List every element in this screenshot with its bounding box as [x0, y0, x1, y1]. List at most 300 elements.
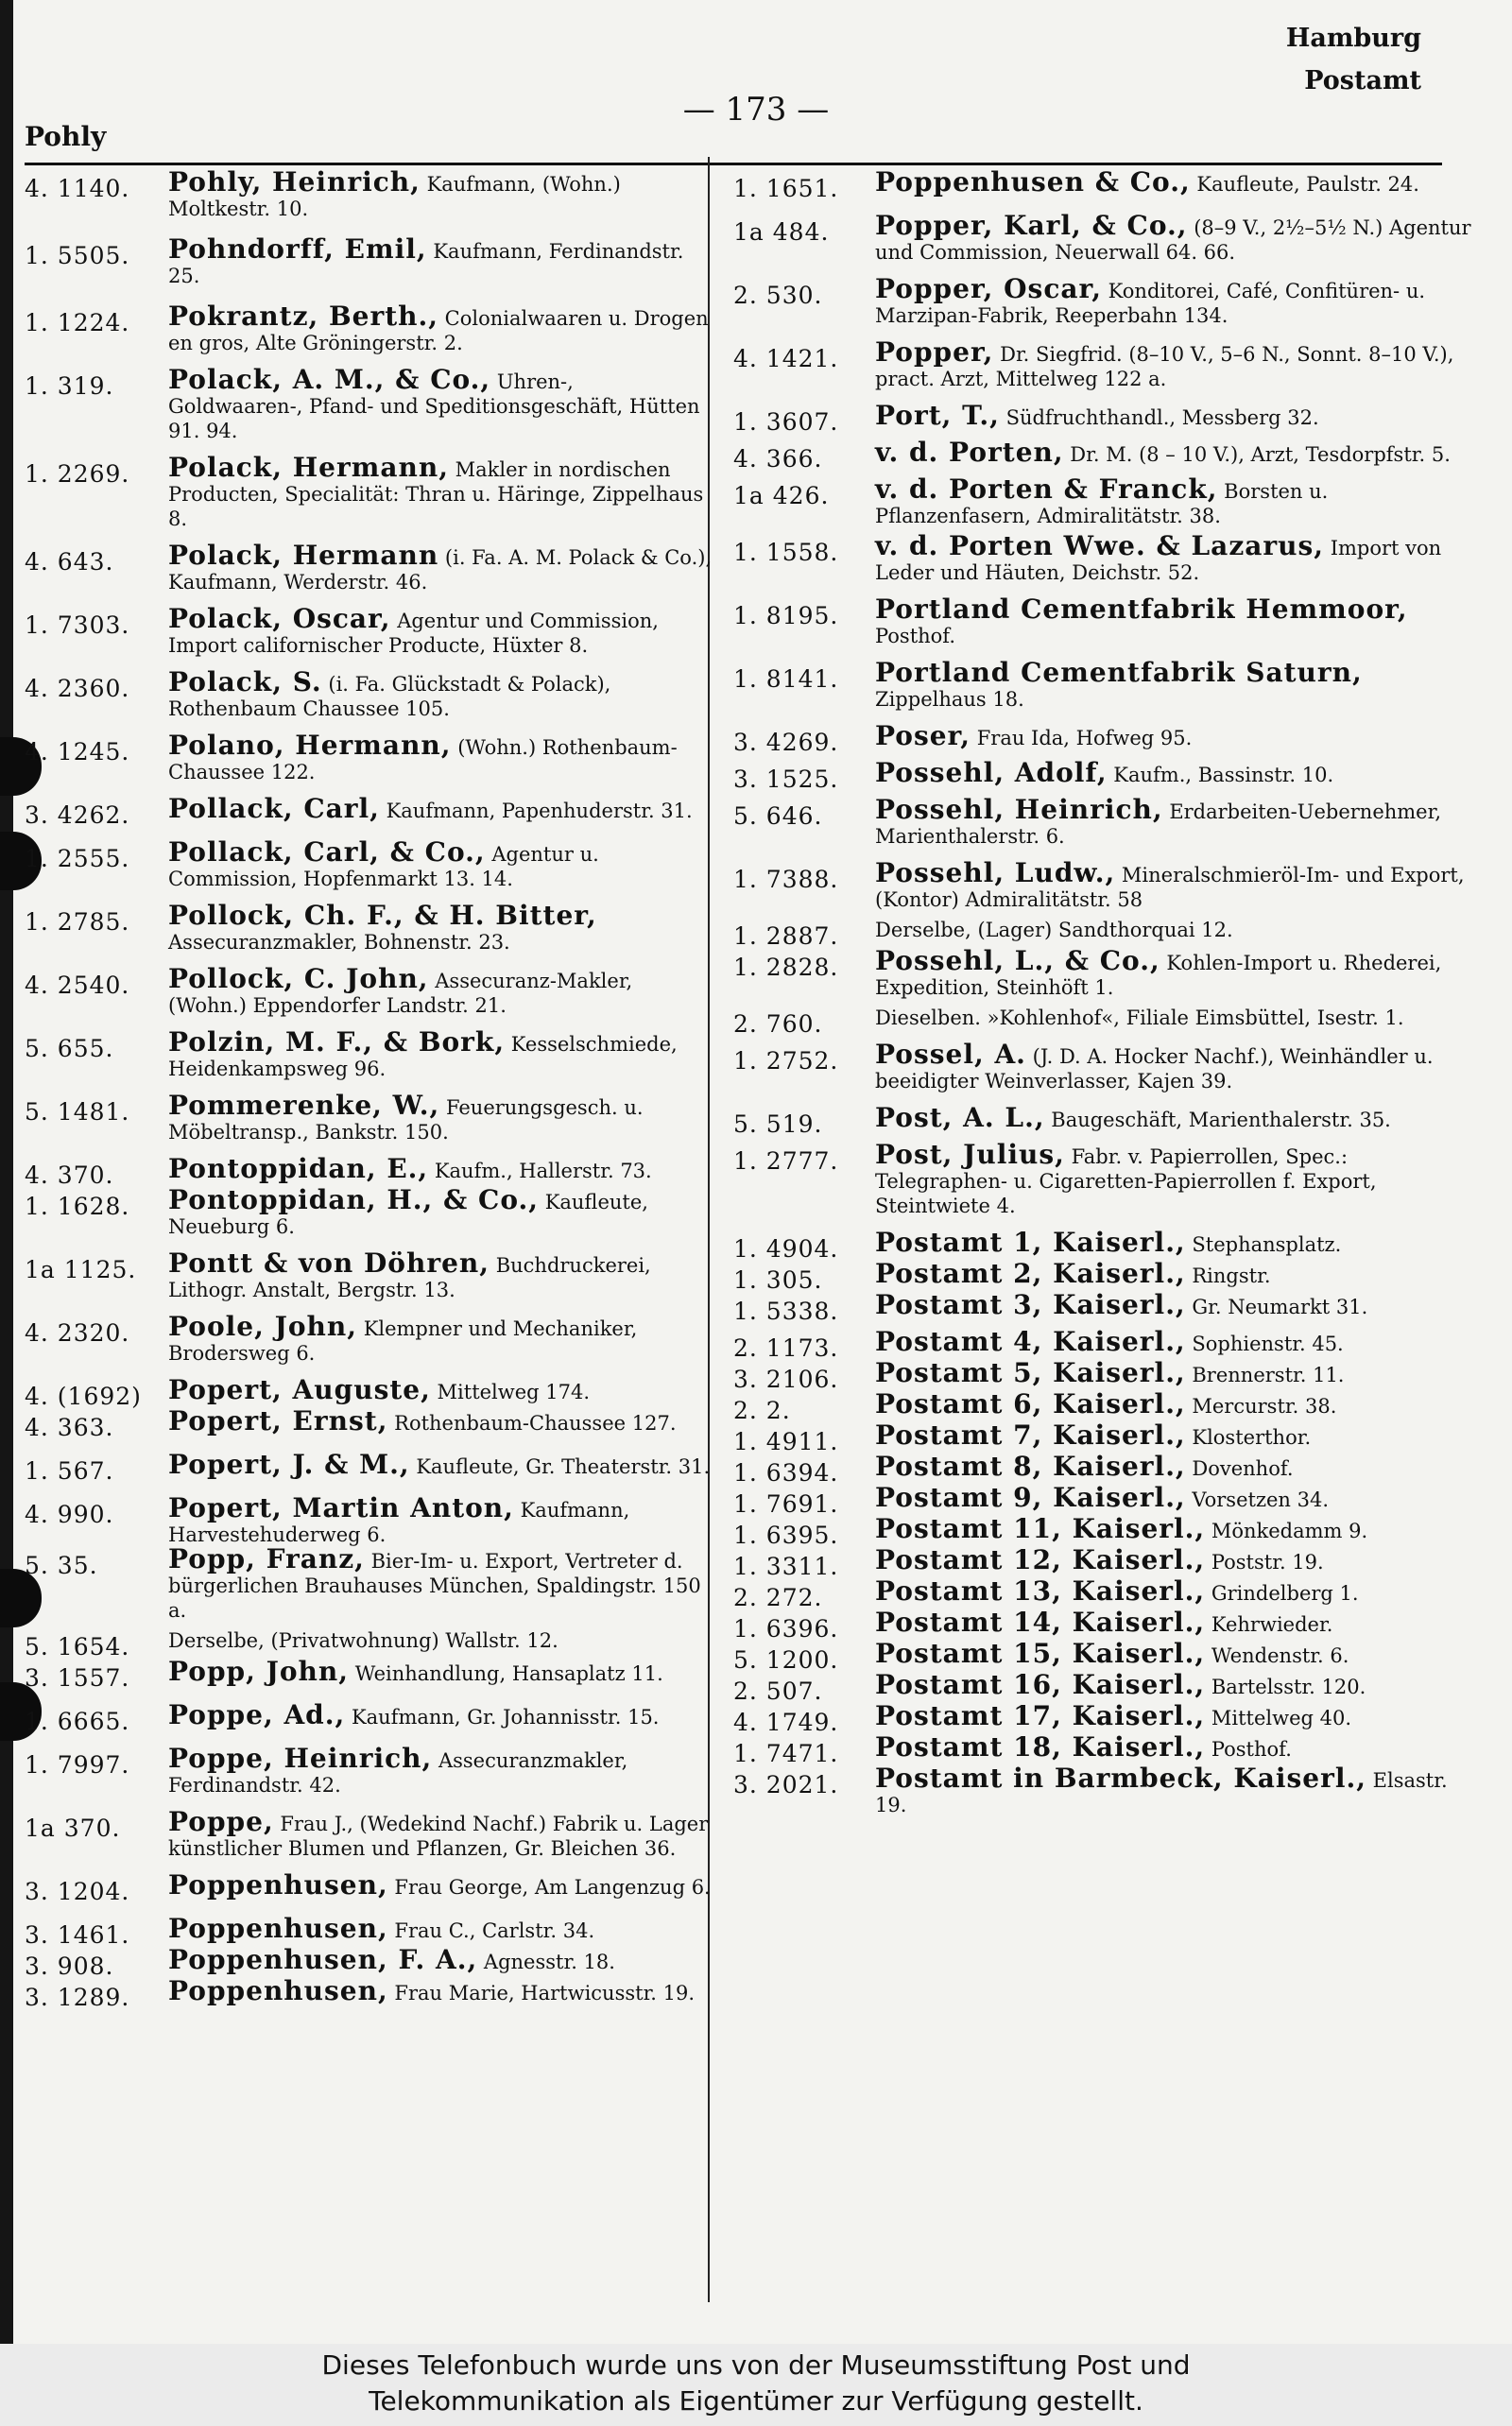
- subscriber-name: Postamt 11, Kaiserl.,: [875, 1513, 1206, 1544]
- entry-details: [168, 1311, 713, 1366]
- entry-details: [875, 720, 1474, 751]
- entry-details: [168, 1628, 713, 1653]
- entry-details: [875, 1006, 1474, 1030]
- footer-line: Dieses Telefonbuch wurde uns von der Museumsstiftung Post und: [321, 2349, 1191, 2381]
- entry-details: [168, 452, 713, 531]
- directory-entry: [25, 1090, 713, 1144]
- directory-entry: [25, 1699, 713, 1735]
- subscriber-name: Postamt 18, Kaiserl.,: [875, 1731, 1206, 1763]
- subscriber-name: Poser,: [875, 720, 971, 751]
- entry-details: [875, 1326, 1474, 1357]
- subscriber-name: Postamt 3, Kaiserl.,: [875, 1289, 1186, 1320]
- entry-description: Kohlen-Import u. Rhederei, Expedition, Steinhöft 1.: [875, 952, 1442, 999]
- subscriber-name: Postamt 13, Kaiserl.,: [875, 1575, 1206, 1607]
- subscriber-name: Portland Cementfabrik Saturn,: [875, 657, 1363, 688]
- entry-description: Südfruchthandl., Messberg 32.: [1005, 406, 1319, 429]
- right-column: [733, 166, 1474, 1817]
- subscriber-name: Postamt 17, Kaiserl.,: [875, 1700, 1206, 1731]
- entry-description: Assecuranzmakler, Bohnenstr. 23.: [168, 931, 510, 954]
- subscriber-name: Pommerenke, W.,: [168, 1090, 440, 1121]
- entry-details: [168, 1869, 713, 1901]
- entry-details: [875, 210, 1474, 265]
- phone-number: 4. 1421.: [733, 345, 839, 372]
- phone-number: 4. 363.: [25, 1414, 114, 1441]
- entry-description: Kaufleute, Gr. Theaterstr. 31.: [416, 1455, 711, 1478]
- entry-description: Borsten u. Pflanzenfasern, Admiralitätstr. 38.: [875, 480, 1329, 527]
- entry-details: [168, 1449, 713, 1480]
- subscriber-name: Popert, J. & M.,: [168, 1449, 410, 1480]
- phone-number: 3. 1204.: [25, 1878, 130, 1905]
- phone-number: 1. 7471.: [733, 1740, 839, 1767]
- entry-details: [168, 730, 713, 784]
- entry-description: Klosterthor.: [1192, 1426, 1312, 1449]
- subscriber-name: Portland Cementfabrik Hemmoor,: [875, 594, 1408, 625]
- phone-number: 1. 4911.: [733, 1428, 839, 1455]
- subscriber-name: Popper,: [875, 336, 994, 368]
- entry-details: [168, 793, 713, 824]
- entry-description: Dr. M. (8 – 10 V.), Arzt, Tesdorpfstr. 5.: [1070, 443, 1451, 466]
- header-rule: [25, 163, 1442, 165]
- entry-description: Derselbe, (Lager) Sandthorquai 12.: [875, 919, 1233, 941]
- phone-number: 1. 5505.: [25, 242, 130, 269]
- entry-details: [168, 900, 713, 955]
- left-column: [25, 166, 713, 2011]
- entry-description: Dieselben. »Kohlenhof«, Filiale Eimsbüttel, Isestr. 1.: [875, 1007, 1404, 1029]
- subscriber-name: Popper, Oscar,: [875, 273, 1102, 304]
- directory-entry: [25, 1492, 713, 1547]
- phone-number: 1. 6396.: [733, 1615, 839, 1643]
- entry-details: [168, 1153, 713, 1184]
- entry-description: Colonialwaaren u. Drogen en gros, Alte Gröningerstr. 2.: [168, 307, 709, 354]
- entry-description: Kaufleute, Neueburg 6.: [168, 1191, 648, 1238]
- entry-details: [875, 1575, 1474, 1607]
- entry-details: [168, 836, 713, 891]
- phone-number: 1. 7388.: [733, 866, 839, 893]
- phone-number: 2. 272.: [733, 1584, 823, 1611]
- phone-number: 1. 6395.: [733, 1522, 839, 1549]
- subscriber-name: Poppenhusen,: [168, 1869, 388, 1901]
- entry-details: [875, 1388, 1474, 1419]
- directory-entry: [733, 1102, 1474, 1138]
- directory-entry: [25, 1405, 713, 1441]
- header-city: Hamburg: [1285, 24, 1421, 53]
- directory-entry: [733, 1006, 1474, 1037]
- subscriber-name: Poppe, Heinrich,: [168, 1743, 433, 1774]
- entry-details: [875, 1700, 1474, 1731]
- entry-details: [875, 336, 1474, 391]
- phone-number: 1. 2828.: [733, 954, 839, 981]
- phone-number: 1. 3311.: [733, 1553, 839, 1580]
- entry-details: [168, 666, 713, 721]
- subscriber-name: Popert, Auguste,: [168, 1374, 431, 1405]
- entry-details: [875, 437, 1474, 468]
- subscriber-name: Postamt in Barmbeck, Kaiserl.,: [875, 1763, 1366, 1794]
- directory-entry: [733, 400, 1474, 436]
- phone-number: 5. 655.: [25, 1035, 114, 1062]
- entry-description: Frau C., Carlstr. 34.: [394, 1919, 595, 1942]
- entry-details: [875, 1419, 1474, 1451]
- phone-number: 3. 1525.: [733, 766, 839, 793]
- subscriber-name: Poppenhusen,: [168, 1913, 388, 1944]
- directory-entry: [733, 473, 1474, 528]
- entry-description: Mercurstr. 38.: [1192, 1395, 1337, 1418]
- entry-description: Bartelsstr. 120.: [1211, 1676, 1366, 1698]
- phone-number: 1. 5338.: [733, 1298, 839, 1325]
- directory-entry: [25, 1026, 713, 1081]
- phone-number: 1a 484.: [733, 218, 830, 246]
- subscriber-name: Pohndorff, Emil,: [168, 233, 427, 265]
- subscriber-name: Polack, S.: [168, 666, 322, 697]
- subscriber-name: Pollack, Carl,: [168, 793, 380, 824]
- phone-number: 1. 7303.: [25, 611, 130, 639]
- entry-description: Elsastr. 19.: [875, 1769, 1448, 1816]
- subscriber-name: Polzin, M. F., & Bork,: [168, 1026, 506, 1058]
- phone-number: 1. 6665.: [25, 1708, 130, 1735]
- entry-description: Kaufmann, (Wohn.) Moltkestr. 10.: [168, 173, 621, 220]
- directory-entry: [25, 603, 713, 658]
- directory-entry: [25, 1656, 713, 1692]
- entry-description: Kaufmann, Gr. Johannisstr. 15.: [351, 1706, 660, 1729]
- phone-number: 1. 2555.: [25, 845, 130, 872]
- entry-description: Fabr. v. Papierrollen, Spec.: Telegraphen- u. Cigaretten-Papierrollen f. Export, Steintwiete 4.: [875, 1145, 1377, 1217]
- subscriber-name: Postamt 15, Kaiserl.,: [875, 1638, 1206, 1669]
- entry-description: Assecuranz-Makler, (Wohn.) Eppendorfer Landstr. 21.: [168, 970, 633, 1017]
- phone-number: 1. 2785.: [25, 908, 130, 936]
- directory-entry: [25, 301, 713, 355]
- directory-entry: [25, 963, 713, 1018]
- entry-details: [875, 1544, 1474, 1575]
- entry-description: Mittelweg 174.: [437, 1381, 591, 1403]
- phone-number: 1a 1125.: [25, 1256, 137, 1283]
- phone-number: 3. 4262.: [25, 801, 130, 829]
- entry-details: [168, 1743, 713, 1798]
- subscriber-name: Pontoppidan, E.,: [168, 1153, 429, 1184]
- directory-entry: [25, 1247, 713, 1302]
- entry-description: (i. Fa. A. M. Polack & Co.), Kaufmann, Werderstr. 46.: [168, 546, 713, 594]
- directory-entry: [733, 273, 1474, 328]
- subscriber-name: Possehl, Ludw.,: [875, 857, 1116, 888]
- subscriber-name: Pollock, Ch. F., & H. Bitter,: [168, 900, 597, 931]
- entry-description: Rothenbaum-Chaussee 127.: [394, 1412, 677, 1435]
- subscriber-name: Polack, Oscar,: [168, 603, 391, 634]
- phone-number: 5. 519.: [733, 1110, 823, 1138]
- phone-number: 1. 1224.: [25, 309, 130, 336]
- entry-details: [168, 1656, 713, 1687]
- entry-description: Ringstr.: [1192, 1265, 1271, 1287]
- binding-edge: [0, 0, 13, 2344]
- entry-details: [168, 603, 713, 658]
- entry-details: [875, 1102, 1474, 1133]
- phone-number: 4. 370.: [25, 1161, 114, 1189]
- directory-entry: [25, 1975, 713, 2011]
- entry-description: Mönkedamm 9.: [1211, 1520, 1368, 1542]
- phone-number: 1. 2752.: [733, 1047, 839, 1075]
- entry-details: [875, 945, 1474, 1000]
- directory-entry: [25, 1184, 713, 1239]
- phone-number: 4. 2320.: [25, 1319, 130, 1347]
- entry-details: [168, 1374, 713, 1405]
- entry-description: Brennerstr. 11.: [1192, 1364, 1345, 1386]
- directory-entry: [733, 1139, 1474, 1218]
- subscriber-name: Poole, John,: [168, 1311, 357, 1342]
- subscriber-name: Postamt 7, Kaiserl.,: [875, 1419, 1186, 1451]
- entry-details: [168, 301, 713, 355]
- entry-description: Dr. Siegfrid. (8–10 V., 5–6 N., Sonnt. 8–10 V.), pract. Arzt, Mittelweg 122 a.: [875, 343, 1454, 390]
- directory-entry: [25, 1311, 713, 1366]
- phone-number: 4. (1692): [25, 1383, 142, 1410]
- entry-description: Klempner und Mechaniker, Brodersweg 6.: [168, 1317, 638, 1365]
- subscriber-name: Postamt 9, Kaiserl.,: [875, 1482, 1186, 1513]
- directory-entry: [25, 793, 713, 829]
- directory-entry: [733, 1289, 1474, 1325]
- entry-details: [168, 963, 713, 1018]
- entry-description: Sophienstr. 45.: [1192, 1333, 1344, 1355]
- footer-line: Telekommunikation als Eigentümer zur Verfügung gestellt.: [369, 2385, 1143, 2417]
- directory-entry: [25, 730, 713, 784]
- directory-entry: [733, 437, 1474, 473]
- entry-description: Frau J., (Wedekind Nachf.) Fabrik u. Lager künstlicher Blumen und Pflanzen, Gr. Bleichen 36.: [168, 1813, 709, 1860]
- subscriber-name: Polack, Hermann: [168, 540, 439, 571]
- phone-number: 5. 1200.: [733, 1646, 839, 1674]
- subscriber-name: Possehl, Adolf,: [875, 757, 1108, 788]
- entry-details: [168, 540, 713, 594]
- phone-number: 2. 2.: [733, 1397, 791, 1424]
- entry-details: [168, 1026, 713, 1081]
- subscriber-name: Pohly, Heinrich,: [168, 166, 421, 198]
- entry-description: Kaufmann, Ferdinandstr. 25.: [168, 240, 684, 287]
- entry-description: Kehrwieder.: [1211, 1613, 1333, 1636]
- entry-description: (i. Fa. Glückstadt & Polack), Rothenbaum Chaussee 105.: [168, 673, 611, 720]
- directory-entry: [733, 857, 1474, 912]
- directory-entry: [733, 530, 1474, 585]
- phone-number: 1. 2777.: [733, 1147, 839, 1175]
- entry-details: [875, 1357, 1474, 1388]
- phone-number: 1. 567.: [25, 1457, 114, 1485]
- directory-entry: [25, 1628, 713, 1660]
- directory-entry: [25, 452, 713, 531]
- phone-number: 4. 366.: [733, 445, 823, 473]
- directory-entry: [25, 540, 713, 594]
- entry-description: Kaufleute, Paulstr. 24.: [1196, 173, 1419, 196]
- subscriber-name: Poppenhusen & Co.,: [875, 166, 1191, 198]
- entry-details: [168, 166, 713, 221]
- entry-details: [875, 757, 1474, 788]
- entry-description: Posthof.: [875, 625, 956, 647]
- entry-details: [875, 857, 1474, 912]
- subscriber-name: Poppenhusen,: [168, 1975, 388, 2006]
- directory-entry: [733, 794, 1474, 849]
- entry-description: (Wohn.) Rothenbaum-Chaussee 122.: [168, 736, 678, 783]
- subscriber-name: Popper, Karl, & Co.,: [875, 210, 1188, 241]
- directory-entry: [733, 945, 1474, 1000]
- subscriber-name: Possehl, Heinrich,: [875, 794, 1163, 825]
- phone-number: 2. 507.: [733, 1678, 823, 1705]
- directory-entry: [25, 1806, 713, 1861]
- entry-description: (J. D. A. Hocker Nachf.), Weinhändler u. beeidigter Weinverlasser, Kajen 39.: [875, 1045, 1434, 1093]
- phone-number: 1. 2887.: [733, 922, 839, 950]
- entry-description: Posthof.: [1211, 1738, 1292, 1761]
- running-header-right: [1286, 17, 1421, 102]
- subscriber-name: Postamt 12, Kaiserl.,: [875, 1544, 1206, 1575]
- directory-entry: [25, 1869, 713, 1905]
- phone-number: 3. 1289.: [25, 1984, 130, 2011]
- entry-description: Frau George, Am Langenzug 6.: [394, 1876, 711, 1899]
- entry-details: [875, 1139, 1474, 1218]
- entry-details: [168, 364, 713, 443]
- subscriber-name: Polano, Hermann,: [168, 730, 452, 761]
- entry-details: [875, 530, 1474, 585]
- entry-details: [875, 1638, 1474, 1669]
- phone-number: 1. 319.: [25, 372, 114, 400]
- phone-number: 1. 7997.: [25, 1751, 130, 1779]
- entry-description: Kaufmann, Harvestehuderweg 6.: [168, 1499, 630, 1546]
- phone-number: 2. 760.: [733, 1010, 823, 1038]
- entry-description: Uhren-, Goldwaaren-, Pfand- und Speditionsgeschäft, Hütten 91. 94.: [168, 370, 700, 442]
- page-number: — 173 —: [682, 91, 830, 129]
- entry-details: [875, 1731, 1474, 1763]
- subscriber-name: Postamt 8, Kaiserl.,: [875, 1451, 1186, 1482]
- phone-number: 2. 1173.: [733, 1334, 839, 1362]
- phone-number: 1. 6394.: [733, 1459, 839, 1487]
- entry-details: [168, 1405, 713, 1437]
- entry-description: Frau Marie, Hartwicusstr. 19.: [394, 1982, 696, 2004]
- subscriber-name: Postamt 14, Kaiserl.,: [875, 1607, 1206, 1638]
- directory-entry: [25, 1743, 713, 1798]
- entry-description: Bier-Im- u. Export, Vertreter d. bürgerlichen Brauhauses München, Spaldingstr. 150 a.: [168, 1550, 701, 1622]
- phone-number: 1. 4904.: [733, 1235, 839, 1263]
- phone-number: 3. 2021.: [733, 1771, 839, 1798]
- entry-details: [168, 1492, 713, 1547]
- entry-description: Kaufm., Bassinstr. 10.: [1113, 764, 1334, 786]
- phone-number: 1. 2269.: [25, 460, 130, 488]
- header-section: Postamt: [1304, 66, 1421, 95]
- directory-entry: [25, 166, 713, 221]
- entry-description: Derselbe, (Privatwohnung) Wallstr. 12.: [168, 1629, 558, 1652]
- subscriber-name: Pokrantz, Berth.,: [168, 301, 438, 332]
- phone-number: 2. 530.: [733, 282, 823, 309]
- entry-description: Kaufmann, Papenhuderstr. 31.: [386, 800, 693, 822]
- entry-description: Mineralschmieröl-Im- und Export, (Kontor) Admiralitätstr. 58: [875, 864, 1465, 911]
- subscriber-name: v. d. Porten Wwe. & Lazarus,: [875, 530, 1324, 561]
- directory-entry: [733, 657, 1474, 712]
- entry-details: [875, 400, 1474, 431]
- entry-description: Import von Leder und Häuten, Deichstr. 52.: [875, 537, 1442, 584]
- entry-details: [168, 1543, 713, 1623]
- subscriber-name: Popert, Ernst,: [168, 1405, 388, 1437]
- phone-number: 4. 643.: [25, 548, 114, 576]
- phone-number: 1. 305.: [733, 1266, 823, 1294]
- subscriber-name: Possehl, L., & Co.,: [875, 945, 1160, 976]
- subscriber-name: Postamt 4, Kaiserl.,: [875, 1326, 1186, 1357]
- phone-number: 4. 1245.: [25, 738, 130, 766]
- entry-description: Wendenstr. 6.: [1211, 1644, 1349, 1667]
- subscriber-name: Pontoppidan, H., & Co.,: [168, 1184, 540, 1215]
- footer-notice: [0, 2344, 1512, 2426]
- entry-details: [875, 1669, 1474, 1700]
- entry-details: [875, 1482, 1474, 1513]
- entry-description: Gr. Neumarkt 31.: [1192, 1296, 1368, 1318]
- entry-description: Weinhandlung, Hansaplatz 11.: [354, 1662, 663, 1685]
- entry-details: [875, 273, 1474, 328]
- subscriber-name: Pollock, C. John,: [168, 963, 429, 994]
- directory-entry: [25, 666, 713, 721]
- phone-number: 1. 1558.: [733, 539, 839, 566]
- phone-number: 5. 35.: [25, 1552, 98, 1579]
- entry-description: Frau Ida, Hofweg 95.: [976, 727, 1193, 749]
- directory-entry: [733, 1039, 1474, 1093]
- subscriber-name: Pontt & von Döhren,: [168, 1247, 490, 1279]
- entry-details: [168, 233, 713, 288]
- entry-description: Mittelweg 40.: [1211, 1707, 1352, 1729]
- phone-number: 1. 8141.: [733, 665, 839, 693]
- entry-description: Feuerungsgesch. u. Möbeltransp., Bankstr. 150.: [168, 1096, 644, 1144]
- phone-number: 1. 1651.: [733, 175, 839, 202]
- entry-details: [168, 1975, 713, 2006]
- directory-entry: [25, 1449, 713, 1485]
- entry-description: Vorsetzen 34.: [1192, 1488, 1330, 1511]
- entry-details: [875, 1289, 1474, 1320]
- phone-number: 1. 7691.: [733, 1490, 839, 1518]
- phone-number: 1. 8195.: [733, 602, 839, 629]
- phone-number: 5. 646.: [733, 802, 823, 830]
- phone-number: 4. 1140.: [25, 175, 130, 202]
- subscriber-name: Polack, A. M., & Co.,: [168, 364, 491, 395]
- subscriber-name: Port, T.,: [875, 400, 1000, 431]
- subscriber-name: Postamt 5, Kaiserl.,: [875, 1357, 1186, 1388]
- phone-number: 3. 1557.: [25, 1664, 130, 1692]
- subscriber-name: Popp, Franz,: [168, 1543, 365, 1574]
- phone-number: 5. 1654.: [25, 1633, 130, 1660]
- entry-details: [168, 1806, 713, 1861]
- entry-description: Konditorei, Café, Confitüren- u. Marzipan-Fabrik, Reeperbahn 134.: [875, 280, 1426, 327]
- entry-description: Dovenhof.: [1192, 1457, 1294, 1480]
- phone-number: 4. 2360.: [25, 675, 130, 702]
- phone-number: 3. 908.: [25, 1953, 114, 1980]
- entry-details: [168, 1184, 713, 1239]
- subscriber-name: Poppe, Ad.,: [168, 1699, 346, 1730]
- entry-details: [168, 1090, 713, 1144]
- phone-number: 4. 990.: [25, 1501, 114, 1528]
- directory-entry: [733, 757, 1474, 793]
- subscriber-name: Post, A. L.,: [875, 1102, 1045, 1133]
- entry-description: Buchdruckerei, Lithogr. Anstalt, Bergstr. 13.: [168, 1254, 651, 1301]
- phone-number: 5. 1481.: [25, 1098, 130, 1126]
- phone-number: 4. 2540.: [25, 972, 130, 999]
- entry-details: [875, 918, 1474, 942]
- phone-number: 3. 4269.: [733, 729, 839, 756]
- entry-details: [875, 794, 1474, 849]
- subscriber-name: Pollack, Carl, & Co.,: [168, 836, 486, 868]
- subscriber-name: Popert, Martin Anton,: [168, 1492, 514, 1523]
- entry-details: [875, 166, 1474, 198]
- subscriber-name: v. d. Porten & Franck,: [875, 473, 1218, 505]
- subscriber-name: Polack, Hermann,: [168, 452, 449, 483]
- entry-details: [875, 1451, 1474, 1482]
- directory-entry: [733, 336, 1474, 391]
- entry-description: Makler in nordischen Producten, Specialität: Thran u. Häringe, Zippelhaus 8.: [168, 458, 704, 530]
- entry-details: [875, 1039, 1474, 1093]
- phone-number: 4. 1749.: [733, 1709, 839, 1736]
- subscriber-name: Postamt 6, Kaiserl.,: [875, 1388, 1186, 1419]
- subscriber-name: Post, Julius,: [875, 1139, 1065, 1170]
- directory-entry: [25, 233, 713, 288]
- running-header-name: Pohly: [25, 121, 107, 152]
- phone-number: 3. 1461.: [25, 1921, 130, 1949]
- entry-description: Kesselschmiede, Heidenkampsweg 96.: [168, 1033, 678, 1080]
- subscriber-name: v. d. Porten,: [875, 437, 1064, 468]
- directory-entry: [733, 1763, 1474, 1817]
- subscriber-name: Postamt 1, Kaiserl.,: [875, 1227, 1186, 1258]
